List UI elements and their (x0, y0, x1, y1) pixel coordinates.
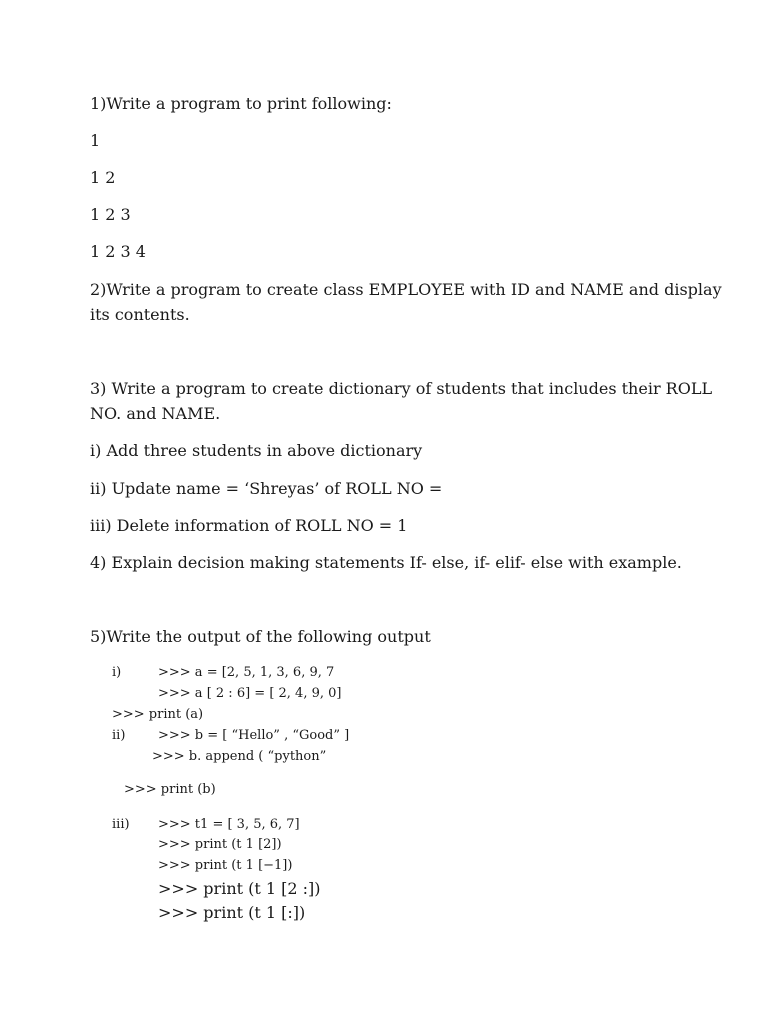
q1-row-4: 1 2 3 4 (90, 242, 146, 261)
q2-line-2: its contents. (90, 305, 190, 324)
q5-part-iii-line-1: >>> t1 = [ 3, 5, 6, 7] (158, 817, 300, 832)
q5-part-i-line-1: >>> a = [2, 5, 1, 3, 6, 9, 7 (158, 665, 335, 680)
q5-part-ii-line-2: >>> b. append ( “python” (152, 749, 327, 764)
q5-part-ii-trailing: >>> print (b) (124, 782, 216, 797)
q3-line-2: NO. and NAME. (90, 404, 221, 423)
q3-item-1: i) Add three students in above dictionary (90, 441, 423, 460)
q5-part-ii-line-1: >>> b = [ “Hello” , “Good” ] (158, 728, 350, 743)
q5-part-ii-label: ii) (112, 728, 126, 743)
q4-text: 4) Explain decision making statements If- else, if- elif- else with example. (90, 553, 682, 572)
q5-part-iii-line-3: >>> print (t 1 [−1]) (158, 858, 293, 873)
q5-part-i-trailing: >>> print (a) (112, 707, 204, 722)
q5-part-iii-line-5: >>> print (t 1 [:]) (158, 903, 306, 922)
q3-item-3: iii) Delete information of ROLL NO = 1 (90, 516, 408, 535)
q5-part-iii-label: iii) (112, 817, 130, 832)
q5-part-i-line-2: >>> a [ 2 : 6] = [ 2, 4, 9, 0] (158, 686, 342, 701)
q1-prompt: 1)Write a program to print following: (90, 94, 392, 113)
q1-row-1: 1 (90, 131, 101, 150)
q5-prompt: 5)Write the output of the following output (90, 627, 431, 646)
q5-part-i-label: i) (112, 665, 122, 680)
q5-part-iii-line-2: >>> print (t 1 [2]) (158, 837, 282, 852)
q5-part-iii-line-4: >>> print (t 1 [2 :]) (158, 879, 321, 898)
q1-row-3: 1 2 3 (90, 205, 131, 224)
q3-line-1: 3) Write a program to create dictionary of students that includes their ROLL (90, 379, 713, 398)
q2-line-1: 2)Write a program to create class EMPLOYEE with ID and NAME and display (90, 280, 722, 299)
q3-item-2: ii) Update name = ‘Shreyas’ of ROLL NO = (90, 479, 443, 498)
q1-row-2: 1 2 (90, 168, 116, 187)
